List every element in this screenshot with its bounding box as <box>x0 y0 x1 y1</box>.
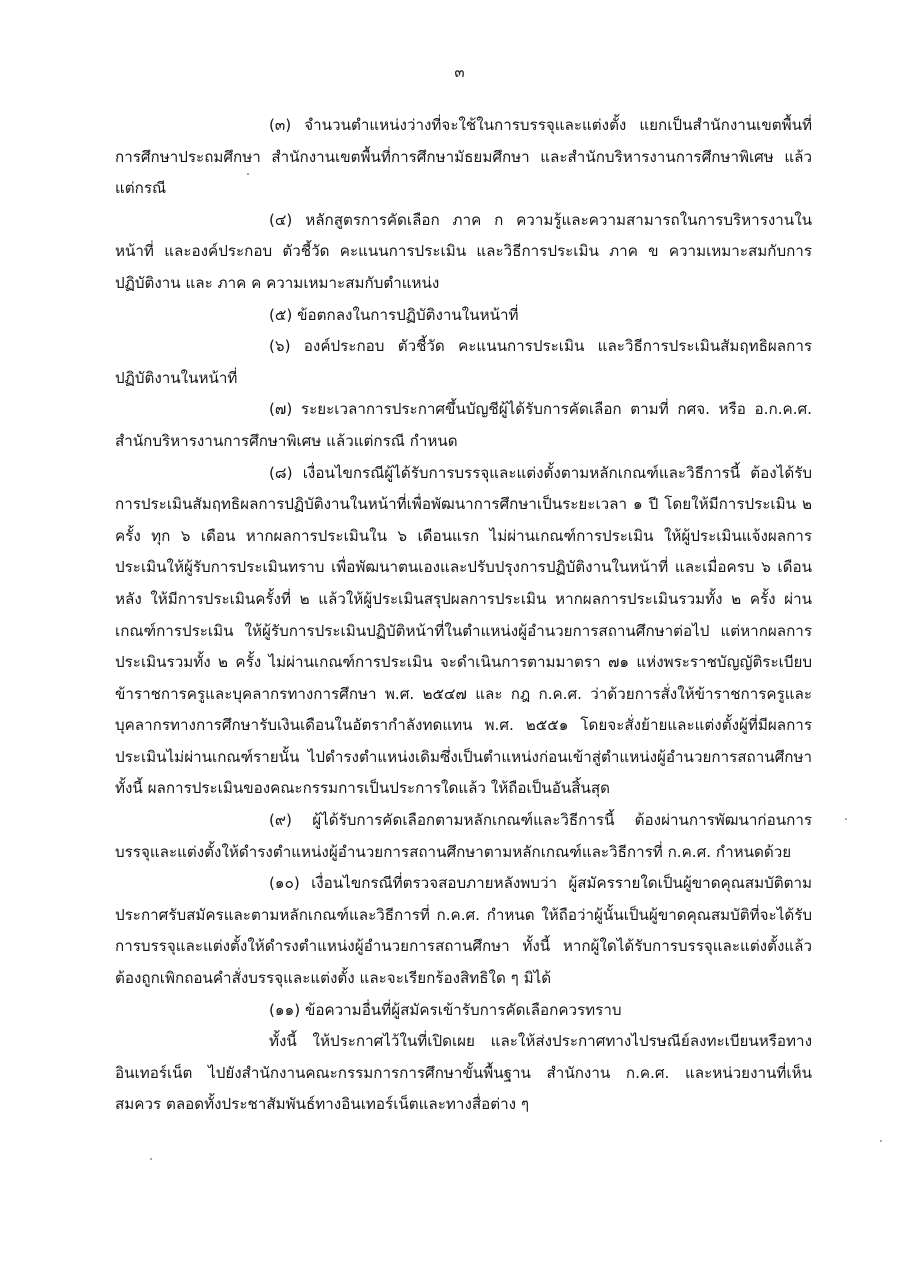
scan-speck <box>845 818 847 820</box>
paragraph-item-11: (๑๑) ข้อความอื่นที่ผู้สมัครเข้ารับการคัดเลือกควรทราบ <box>269 1000 622 1019</box>
paragraph-item-4: (๔) หลักสูตรการคัดเลือก ภาค ก ความรู้และความสามารถในการบริหารงานในหน้าที่ และองค์ประกอบ ตัวชี้วัด คะแนนการประเมิน และวิธีการประเมิน ภาค ข ความเหมาะสมกับการปฏิบัติงาน และ ภาค ค ความเหมาะสมกับตำแหน่ง <box>115 210 812 292</box>
paragraph-item-5: (๕) ข้อตกลงในการปฏิบัติงานในหน้าที่ <box>269 305 519 324</box>
scan-speck <box>247 173 249 175</box>
closing-paragraph: ทั้งนี้ ให้ประกาศไว้ในที่เปิดเผย และให้ส่งประกาศทางไปรษณีย์ลงทะเบียนหรือทางอินเทอร์เน็ต ไปยังสำนักงานคณะกรรมการการศึกษาขั้นพื้นฐาน สำนักงาน ก.ค.ศ. และหน่วยงานที่เห็นสมควร ตลอดทั้งประชาสัมพันธ์ทางอินเทอร์เน็ตและทางสื่อต่าง ๆ <box>115 1032 812 1114</box>
paragraph-item-3: (๓) จำนวนตำแหน่งว่างที่จะใช้ในการบรรจุและแต่งตั้ง แยกเป็นสำนักงานเขตพื้นที่การศึกษาประถมศึกษา สำนักงานเขตพื้นที่การศึกษามัธยมศึกษา และสำนักบริหารงานการศึกษาพิเศษ แล้วแต่กรณี <box>115 116 812 198</box>
paragraph-item-8: (๘) เงื่อนไขกรณีผู้ได้รับการบรรจุและแต่งตั้งตามหลักเกณฑ์และวิธีการนี้ ต้องได้รับการประเมินสัมฤทธิผลการปฏิบัติงานในหน้าที่เพื่อพัฒนาการศึกษาเป็นระยะเวลา ๑ ปี โดยให้มีการประเมิน ๒ ครั้ง ทุก ๖ เดือน หากผลการประเมินใน ๖ เดือนแรก ไม่ผ่านเกณฑ์การประเมิน ให้ผู้ประเมินแจ้งผลการประเมินให้ผู้รับการประเมินทราบ เพื่อพัฒนาตนเองและปรับปรุงการปฏิบัติงานในหน้าที่ และเมื่อครบ ๖ เดือนหลัง ให้มีการประเมินครั้งที่ ๒ แล้วให้ผู้ประเมินสรุปผลการประเมิน หากผลการประเมินรวมทั้ง ๒ ครั้ง ผ่านเกณฑ์การประเมิน ให้ผู้รับการประเมินปฏิบัติหน้าที่ในตำแหน่งผู้อำนวยการสถานศึกษาต่อไป แต่หากผลการประเมินรวมทั้ง ๒ ครั้ง ไม่ผ่านเกณฑ์การประเมิน จะดำเนินการตามมาตรา ๗๑ แห่งพระราชบัญญัติระเบียบข้าราชการครูและบุคลากรทางการศึกษา พ.ศ. ๒๕๔๗ และ กฎ ก.ค.ศ. ว่าด้วยการสั่งให้ข้าราชการครูและบุคลากรทางการศึกษารับเงินเดือนในอัตรากำลังทดแทน พ.ศ. ๒๕๕๑ โดยจะสั่งย้ายและแต่งตั้งผู้ที่มีผลการประเมินไม่ผ่านเกณฑ์รายนั้น ไปดำรงตำแหน่งเดิมซึ่งเป็นตำแหน่งก่อนเข้าสู่ตำแหน่งผู้อำนวยการสถานศึกษา ทั้งนี้ ผลการประเมินของคณะกรรมการเป็นประการใดแล้ว ให้ถือเป็นอันสิ้นสุด <box>115 463 812 798</box>
paragraph-item-7: (๗) ระยะเวลาการประกาศขึ้นบัญชีผู้ได้รับการคัดเลือก ตามที่ กศจ. หรือ อ.ก.ค.ศ. สำนักบริหารงานการศึกษาพิเศษ แล้วแต่กรณี กำหนด <box>115 400 812 450</box>
paragraph-item-10: (๑๐) เงื่อนไขกรณีที่ตรวจสอบภายหลังพบว่า ผู้สมัครรายใดเป็นผู้ขาดคุณสมบัติตามประกาศรับสมัครและตามหลักเกณฑ์และวิธีการที่ ก.ค.ศ. กำหนด ให้ถือว่าผู้นั้นเป็นผู้ขาดคุณสมบัติที่จะได้รับการบรรจุและแต่งตั้งให้ดำรงตำแหน่งผู้อำนวยการสถานศึกษา ทั้งนี้ หากผู้ใดได้รับการบรรจุและแต่งตั้งแล้ว ต้องถูกเพิกถอนคำสั่งบรรจุและแต่งตั้ง และจะเรียกร้องสิทธิใด ๆ มิได้ <box>115 874 812 988</box>
scan-speck <box>150 1158 152 1160</box>
document-body <box>115 110 812 1121</box>
page-number: ๓ <box>454 63 465 81</box>
paragraph-item-6: (๖) องค์ประกอบ ตัวชี้วัด คะแนนการประเมิน และวิธีการประเมินสัมฤทธิผลการปฏิบัติงานในหน้าที่ <box>115 337 812 387</box>
paragraph-item-9: (๙) ผู้ได้รับการคัดเลือกตามหลักเกณฑ์และวิธีการนี้ ต้องผ่านการพัฒนาก่อนการบรรจุและแต่งตั้งให้ดำรงตำแหน่งผู้อำนวยการสถานศึกษาตามหลักเกณฑ์และวิธีการที่ ก.ค.ศ. กำหนดด้วย <box>115 811 812 861</box>
scan-speck <box>880 1140 882 1142</box>
